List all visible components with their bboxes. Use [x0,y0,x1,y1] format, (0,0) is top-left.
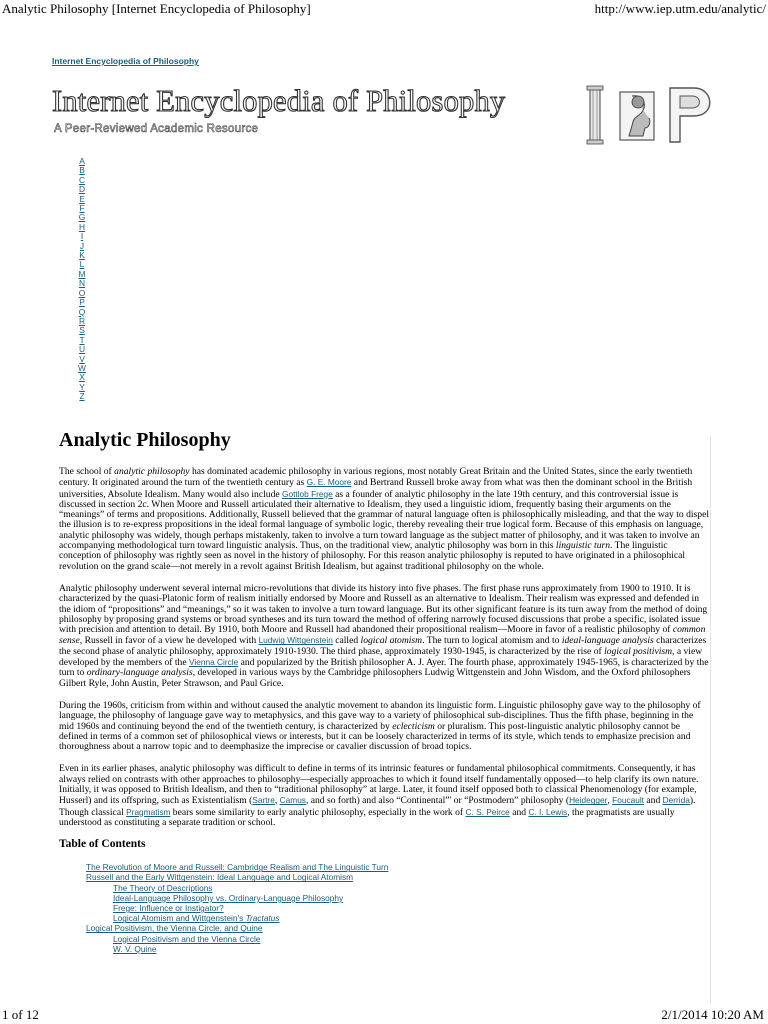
alphabet-link-k[interactable]: K [79,250,85,261]
text-run: and [509,806,529,818]
text-run: ). Though classical [59,795,696,818]
text-run: called [332,635,361,647]
print-datetime: 2/1/2014 10:20 AM [661,1007,764,1022]
text-run: and [643,795,663,807]
alphabet-link-w[interactable]: W [78,362,86,373]
alphabet-link-t[interactable]: T [79,334,85,345]
inline-link[interactable]: Camus [279,795,306,806]
emphasis-text: ordinary-language analysis [86,667,193,679]
emphasis-text: analytic philosophy [114,466,190,477]
text-run: , a view developed by the members of the [59,645,703,669]
print-header [0,0,768,20]
alphabet-index [76,157,88,402]
text-run: has dominated academic philosophy in various regions, most notably Great Britain and the United States, since the early twentieth century. It originated around the turn of the twentieth century as [59,466,693,489]
toc-link[interactable] [86,862,388,872]
toc-link[interactable] [113,934,260,944]
print-url: http://www.iep.utm.edu/analytic/ [594,1,766,16]
emphasis-text: ideal-language analysis [561,635,654,647]
inline-link[interactable]: Pragmatism [126,806,171,817]
print-page-number: 1 of 12 [2,1007,39,1022]
toc-item [59,883,709,893]
text-run: , Russell in favor of a view he developed with [79,635,259,647]
text-run: and Bertrand Russell broke away from what was then the dominant school in the British universities, Absolute Idealism. Many would also include [59,477,693,500]
paragraph [59,584,709,689]
inline-link[interactable]: C. S. Peirce [465,806,510,817]
toc-item [59,893,709,903]
inline-link[interactable]: Vienna Circle [189,657,239,668]
iep-logo-icon [584,82,720,148]
article-body [59,467,709,828]
inline-link[interactable]: Sartre [252,795,275,806]
toc-item [59,923,709,933]
text-run: Logical Positivism, the Vienna Circle, and Quine [86,923,263,934]
text-run: Ideal-Language Philosophy vs. Ordinary-Language Philosophy [113,892,344,903]
alphabet-link-y[interactable]: Y [79,381,85,392]
alphabet-link-z[interactable]: Z [79,391,85,402]
alphabet-link-h[interactable]: H [78,221,86,232]
print-footer [0,1004,768,1024]
emphasis-text: eclecticism [392,720,435,732]
toc-item [59,862,709,872]
alphabet-link-x[interactable]: X [79,372,85,383]
emphasis-text: logical atomism [360,635,423,647]
inline-link[interactable]: G. E. Moore [306,477,352,488]
alphabet-link-g[interactable]: G [78,212,86,223]
text-run: Frege: Influence or Instigator? [113,903,224,914]
text-run: or pluralism. This post-linguistic analytic philosophy cannot be defined in terms of a common set of philosophical views or interests, but it can be loosely characterized in terms of its style, which tends to emphasize precision and thoroughness about a narrow topic and to deemphasize the imprecise or cavalier discussion of broad topics. [59,720,691,753]
inline-link[interactable]: Heidegger [569,795,608,806]
text-run: , developed in various ways by the Cambridge philosophers Ludwig Wittgenstein and John Wisdom, and the Oxford philosophers Gilbert Ryle, John Austin, Peter Strawson, and Paul Grice. [59,667,691,689]
alphabet-link-q[interactable]: Q [78,306,86,317]
text-run: Analytic philosophy underwent several internal micro-revolutions that divide its history into five phases. The first phase runs approximately from 1900 to 1910. It is characterized by the quasi-Platonic form of realism initially endorsed by Moore and Russell as an alternative to Idealism. Their realism was expressed and defended in the idiom of “propositions” and “meanings,” so it was taken to involve a turn toward language. But its other significant feature is its turn away from the method of doing philosophy by proposing grand systems or broad syntheses and its turn toward the method of offering narrowly focused discussions that probe a specific, isolated issue with precision and attention to detail. By 1910, both Moore and Russell had abandoned their propositional realism—Moore in favor of a realistic philosophy of [59,582,708,636]
paragraph [59,764,709,828]
paragraph [59,701,709,752]
text-run: , the pragmatists are usually understood as constituting a separate tradition or school. [59,806,675,828]
print-page-title: Analytic Philosophy [Internet Encyclopedia of Philosophy] [2,1,311,16]
text-run: W. V. Quine [113,943,157,954]
text-run: and popularized by the British philosopher A. J. Ayer. The fourth phase, approximately 1945-1965, is characterized by the turn to [59,657,709,679]
alphabet-link-u[interactable]: U [78,344,86,355]
site-home-link[interactable]: Internet Encyclopedia of Philosophy [52,56,199,66]
toc-link[interactable] [86,872,353,882]
alphabet-link-c[interactable]: C [78,174,86,185]
banner-subtitle: A Peer-Reviewed Academic Resource [54,123,259,135]
alphabet-link-m[interactable]: M [78,268,86,279]
toc-link[interactable] [113,944,157,954]
inline-link[interactable]: Derrida [662,795,690,806]
alphabet-link-d[interactable]: D [78,184,86,195]
toc-item [59,903,709,913]
text-run: Even in its earlier phases, analytic philosophy was difficult to define in terms of its intrinsic features or fundamental philosophical commitments. Consequently, it has always relied on contrasts with other approaches to philosophy—especially approaches to which it found itself fundamentally opposed—to help clarify its own nature. Initially, it was opposed to British Idealism, and then to “traditional philosophy” at large. Later, it found itself opposed both to classical Phenomenology (for example, Husserl) and its offspring, such as Existentialism ( [59,763,699,807]
emphasis-text: linguistic turn [555,540,611,552]
alphabet-link-i[interactable]: I [80,231,84,242]
alphabet-link-l[interactable]: L [79,259,85,270]
inline-link[interactable]: Foucault [612,795,644,806]
text-run: During the 1960s, criticism from within and without caused the analytic movement to abandon its linguistic form. Linguistic philosophy gave way to the philosophy of language, the philosophy of language gave way to metaphysics, and this gave way to a variety of philosophical sub-disciplines. Thus the fifth phase, beginning in the mid 1960s and continuing beyond the end of the twentieth century, is characterized by [59,699,701,732]
text-run: Russell and the Early Wittgenstein: Ideal Language and Logical Atomism [86,872,354,883]
text-run: , [274,795,280,807]
emphasis-text: common sense [59,624,706,647]
site-banner[interactable] [52,82,720,152]
text-run: . The linguistic conception of philosophy was rightly seen as novel in the history of philosophy. For this reason analytic philosophy is reputed to have originated in a philosophical revolution on the grand scale—not merely in a revolt against British Idealism, but against traditional philosophy on the whole. [59,540,686,572]
toc-link[interactable] [113,883,212,893]
toc-link[interactable] [86,923,262,933]
article [59,428,709,954]
alphabet-link-a[interactable]: A [79,156,85,166]
toc-item [59,944,709,954]
toc-item [59,934,709,944]
alphabet-link-s[interactable]: S [79,325,85,336]
toc-item [59,872,709,882]
text-run: as a founder of analytic philosophy in the late 19th century, and this controversial issue is discussed in section 2c. When Moore and Russell articulated their alternative to Idealism, they used a linguistic idiom, frequently basing their arguments on the “meanings” of terms and propositions. Additionally, Russell believed that the grammar of natural language often is philosophically misleading, and that the way to dispel the illusion is to re-express propositions in the ideal formal language of symbolic logic, thereby revealing their true logical form. Because of this emphasis on language, analytic philosophy was widely, though perhaps mistakenly, taken to involve a turn toward language as the subject matter of philosophy, and it was taken to involve an accompanying methodological turn toward linguistic analysis. Thus, on the traditional view, analytic philosophy was born in this [59,488,710,552]
paragraph [59,467,709,572]
alphabet-link-b[interactable]: B [79,165,85,176]
text-run: . The turn to logical atomism and to [422,635,562,647]
text-run: The Theory of Descriptions [113,882,213,893]
emphasis-text: Tractatus [245,913,280,924]
table-of-contents [59,862,709,954]
alphabet-link-p[interactable]: P [79,297,85,308]
text-run: Logical Atomism and Wittgenstein's [113,913,246,924]
toc-heading: Table of Contents [59,838,146,851]
content-border [710,436,711,1004]
alphabet-link-n[interactable]: N [78,278,86,289]
text-run: The Revolution of Moore and Russell: Cambridge Realism and The Linguistic Turn [86,862,389,873]
alphabet-link-f[interactable]: F [79,203,85,214]
inline-link[interactable]: Gottlob Frege [282,488,333,499]
toc-link[interactable] [113,903,224,913]
alphabet-link-o[interactable]: O [78,287,86,298]
alphabet-link-e[interactable]: E [79,193,85,204]
article-title: Analytic Philosophy [59,429,231,451]
text-run: , [607,795,613,807]
alphabet-link-r[interactable]: R [78,315,86,326]
alphabet-link-j[interactable]: J [79,240,85,251]
inline-link[interactable]: C. I. Lewis [528,806,568,817]
text-run: The school of [59,466,115,477]
emphasis-text: logical positivism [604,645,673,657]
inline-link[interactable]: Ludwig Wittgenstein [258,635,333,646]
text-run: , and so forth) and also “Continental”' or “Postmodern” philosophy ( [305,795,570,807]
toc-item [59,913,709,923]
banner-title: Internet Encyclopedia of Philosophy [52,84,506,118]
toc-link[interactable] [113,893,343,903]
text-run: Logical Positivism and the Vienna Circle [113,933,261,944]
text-run: bears some similarity to early analytic philosophy, especially in the work of [170,806,466,818]
text-run: characterizes the second phase of analytic philosophy, approximately 1910-1930. The third phase, approximately 1930-1945, is characterized by the rise of [59,635,707,657]
alphabet-link-v[interactable]: V [79,353,85,364]
toc-link[interactable] [113,913,280,923]
